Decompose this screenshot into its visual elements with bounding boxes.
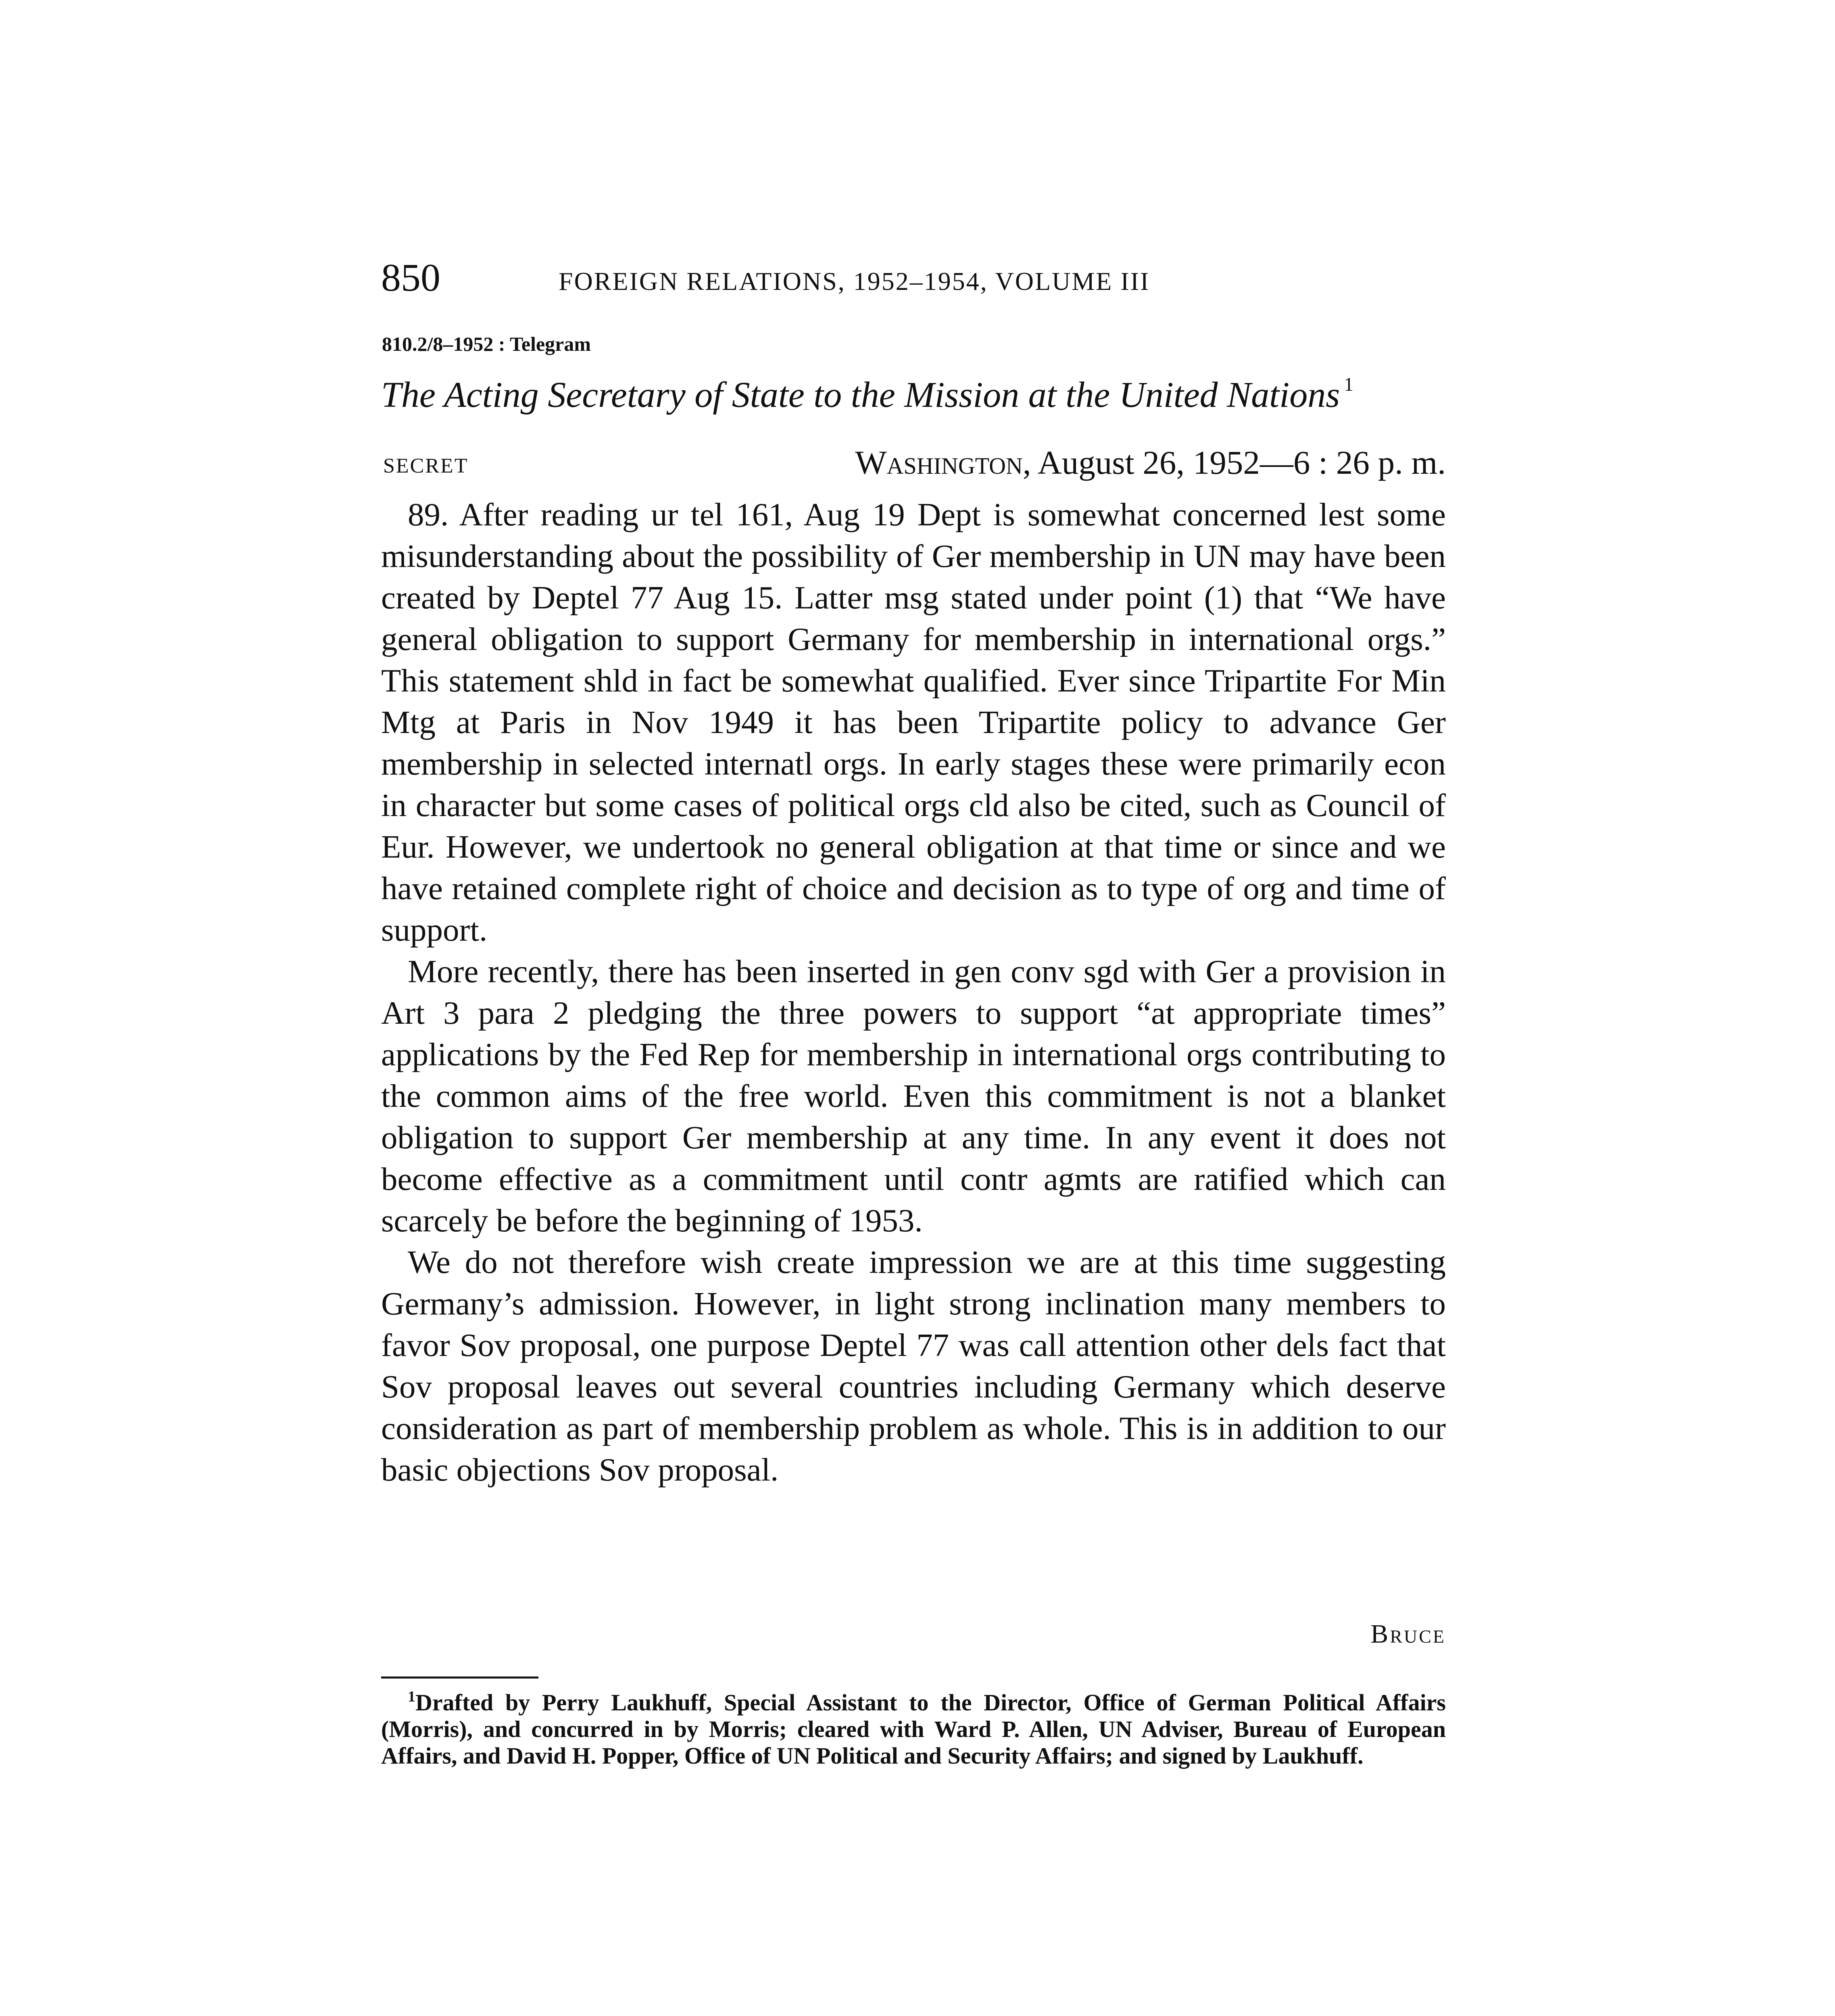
document-title-text: The Acting Secretary of State to the Mission at the United Nations — [381, 375, 1340, 415]
footnote — [381, 1683, 1446, 1769]
telegram-body — [381, 494, 1446, 1491]
dateline-place: Washington, — [855, 444, 1031, 481]
running-head — [381, 258, 1430, 306]
volume-title: FOREIGN RELATIONS, 1952–1954, VOLUME III — [559, 267, 1150, 296]
body-paragraph: More recently, there has been inserted in gen conv sgd with Ger a provision in Art 3 para 2 pledging the three powers to support “at appropriate times” applications by the Fed Rep for membership in international orgs contributing to the common aims of the free world. Even this commitment is not a blanket obligation to support Ger membership at any time. In any event it does not become effective as a commitment until contr agmts are ratified which can scarcely be before the beginning of 1953. — [381, 953, 1446, 1239]
document-title — [381, 375, 1353, 413]
footnote-divider — [381, 1677, 538, 1679]
file-reference: 810.2/8–1952 : Telegram — [382, 333, 591, 355]
dateline — [855, 446, 1446, 479]
footnote-text: Drafted by Perry Laukhuff, Special Assistant to the Director, Office of German Political Affairs (Morris), and concurred in by Morris; cleared with Ward P. Allen, UN Adviser, Bureau of European Affairs, and David H. Popper, Office of UN Political and Security Affairs; and signed by Laukhuff. — [381, 1689, 1446, 1769]
footnote-marker: 1 — [408, 1688, 415, 1705]
page-number: 850 — [381, 256, 440, 300]
body-paragraph: We do not therefore wish create impression we are at this time suggesting Germany’s admission. However, in light strong inclination many members to favor Sov proposal, one purpose Deptel 77 was call attention other dels fact that Sov proposal leaves out several countries including Germany which deserve consideration as part of membership problem as whole. This is in addition to our basic objections Sov proposal. — [381, 1244, 1446, 1488]
title-footnote-marker: 1 — [1344, 374, 1354, 395]
signature: Bruce — [1370, 1619, 1446, 1649]
body-paragraph: 89. After reading ur tel 161, Aug 19 Dept is somewhat concerned lest some misunderstanding about the possibility of Ger membership in UN may have been created by Deptel 77 Aug 15. Latter msg stated under point (1) that “We have general obligation to support Germany for membership in international orgs.” This statement shld in fact be somewhat qualified. Ever since Tripartite For Min Mtg at Paris in Nov 1949 it has been Tripartite policy to advance Ger membership in selected internatl orgs. In early stages these were primarily econ in character but some cases of political orgs cld also be cited, such as Council of Eur. However, we undertook no general obligation at that time or since and we have retained complete right of choice and decision as to type of org and time of support. — [381, 496, 1446, 948]
classification-label: SECRET — [383, 454, 469, 477]
dateline-date: August 26, 1952—6 : 26 p. m. — [1031, 444, 1446, 481]
